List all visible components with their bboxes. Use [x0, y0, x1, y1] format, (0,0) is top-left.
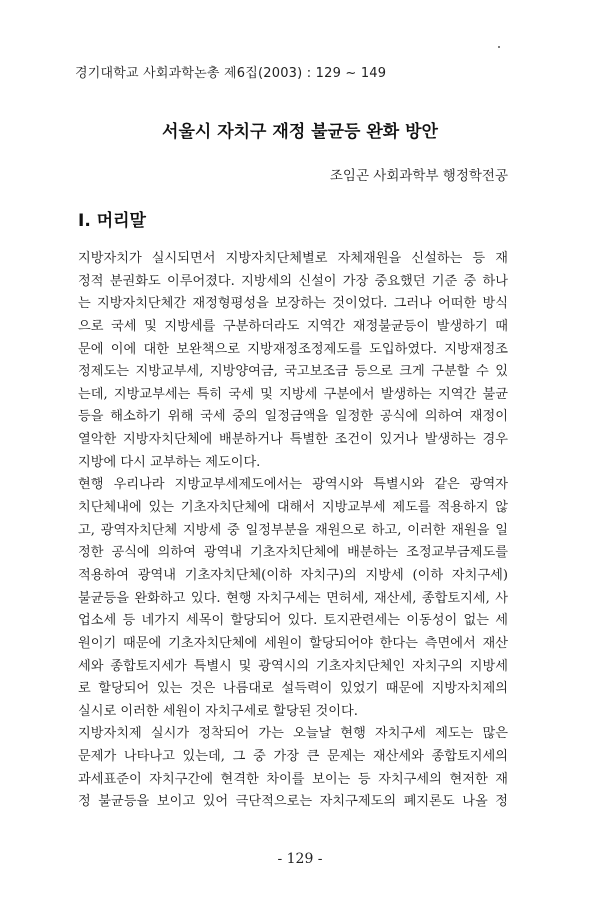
body-line: 는데, 지방교부세는 특히 국세 및 지방세 구분에서 발생하는 지역간 불균	[78, 386, 508, 402]
body-text	[78, 248, 508, 814]
body-line: 실시로 이러한 세원이 자치구세로 할당된 것이다.	[78, 703, 358, 719]
body-line: 정적 분권화도 이루어졌다. 지방세의 신설이 가장 중요했던 기준 중 하나	[78, 273, 508, 289]
body-line: 지방자치제 실시가 정착되어 가는 오늘날 현행 자치구세 제도는 많은	[78, 726, 508, 742]
body-line: 등을 해소하기 위해 국세 중의 일정금액을 일정한 공식에 의하여 재정이	[78, 409, 508, 425]
body-line: 지방자치가 실시되면서 지방자치단체별로 자체재원을 신설하는 등 재	[78, 251, 508, 266]
running-header: 경기대학교 사회과학논총 제6집(2003) : 129 ~ 149	[75, 66, 387, 81]
page-number: - 129 -	[277, 851, 323, 867]
body-line: 정 불균등을 보이고 있어 극단적으로는 자치구제도의 폐지론도 나올 정	[78, 794, 508, 810]
body-line: 업소세 등 네가지 세목이 할당되어 있다. 토지관련세는 이동성이 없는 세	[78, 613, 508, 629]
paper-title: 서울시 자치구 재정 불균등 완화 방안	[162, 122, 438, 142]
body-line: 으로 국세 및 지방세를 구분하더라도 지역간 재정불균등이 발생하기 때	[78, 318, 508, 334]
body-line: 적용하여 광역내 기초자치단체(이하 자치구)의 지방세 (이하 자치구세)	[78, 567, 508, 583]
body-line: 정한 공식에 의하여 광역내 기초자치단체에 배분하는 조정교부금제도를	[78, 545, 508, 561]
body-line: 세와 종합토지세가 특별시 및 광역시의 기초자치단체인 자치구의 지방세	[78, 658, 508, 674]
section-heading: Ⅰ. 머리말	[78, 211, 146, 231]
body-line: 고, 광역자치단체 지방세 중 일정부분을 재원으로 하고, 이러한 재원을 일	[78, 522, 508, 538]
body-line: 불균등을 완화하고 있다. 현행 자치구세는 면허세, 재산세, 종합토지세, 사	[78, 590, 508, 606]
body-line: 정제도는 지방교부세, 지방양여금, 국고보조금 등으로 크게 구분할 수 있	[78, 364, 508, 380]
body-line: 치단체내에 있는 기초자치단체에 대해서 지방교부세 제도를 적용하지 않	[78, 500, 508, 516]
body-line: 는 지방자치단체간 재정형평성을 보장하는 것이었다. 그러나 어떠한 방식	[78, 296, 508, 312]
body-line: 과세표준이 자치구간에 현격한 차이를 보이는 등 자치구세의 현저한 재	[78, 771, 508, 787]
body-line: 열악한 지방자치단체에 배분하거나 특별한 조건이 있거나 발생하는 경우	[78, 432, 508, 448]
body-line: 로 할당되어 있는 것은 나름대로 설득력이 있었기 때문에 지방자치제의	[78, 681, 508, 697]
author-affiliation: 조임곤 사회과학부 행정학전공	[329, 168, 508, 184]
body-line: 문에 이에 대한 보완책으로 지방재정조정제도를 도입하였다. 지방재정조	[78, 341, 508, 357]
body-line: 현행 우리나라 지방교부세제도에서는 광역시와 특별시와 같은 광역자	[78, 477, 508, 493]
scan-speck	[498, 46, 500, 48]
body-line: 원이기 때문에 기초자치단체에 세원이 할당되어야 한다는 측면에서 재산	[78, 635, 508, 651]
body-line: 지방에 다시 교부하는 제도이다.	[78, 454, 261, 470]
body-line: 문제가 나타나고 있는데, 그 중 가장 큰 문제는 재산세와 종합토지세의	[78, 749, 508, 765]
